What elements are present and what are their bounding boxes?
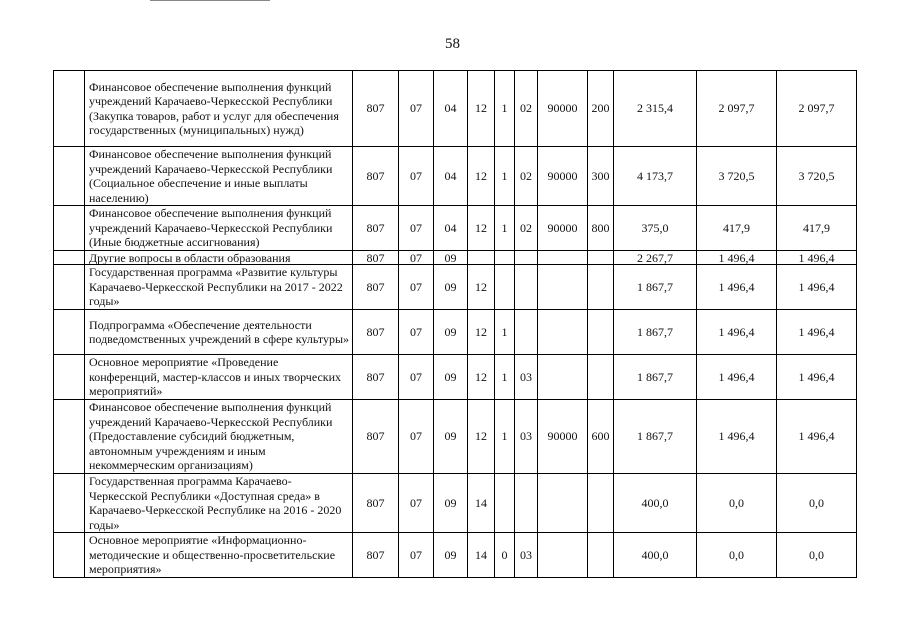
direction-code-cell: [538, 265, 588, 310]
subsection-code-cell: 09: [434, 533, 468, 578]
row-name-cell: Финансовое обеспечение выполнения функций учреждений Карачаево-Черкесской Республики (Закупка товаров, работ и услуг для обеспечения государственных (муниципальных) нужд): [85, 71, 353, 147]
subprogram-code-cell: 0: [495, 533, 515, 578]
expense-type-cell: [588, 251, 614, 265]
table-row: [54, 71, 857, 147]
amount-year2-cell: 1 496,4: [697, 355, 777, 400]
program-code-cell: 12: [468, 265, 495, 310]
measure-code-cell: 02: [515, 71, 538, 147]
direction-code-cell: [538, 533, 588, 578]
row-number-cell: [54, 71, 85, 147]
section-code-cell: 07: [399, 206, 434, 251]
row-name-cell: Финансовое обеспечение выполнения функций учреждений Карачаево-Черкесской Республики (Социальное обеспечение и иные выплаты населению): [85, 147, 353, 206]
measure-code-cell: [515, 474, 538, 533]
admin-code-cell: 807: [353, 71, 399, 147]
admin-code-cell: 807: [353, 355, 399, 400]
subprogram-code-cell: 1: [495, 206, 515, 251]
measure-code-cell: 02: [515, 206, 538, 251]
table-row: [54, 400, 857, 474]
admin-code-cell: 807: [353, 251, 399, 265]
row-number-cell: [54, 147, 85, 206]
section-code-cell: 07: [399, 400, 434, 474]
table-row: [54, 355, 857, 400]
section-code-cell: 07: [399, 71, 434, 147]
amount-year1-cell: 1 867,7: [614, 265, 697, 310]
row-name-cell: Другие вопросы в области образования: [85, 251, 353, 265]
section-code-cell: 07: [399, 251, 434, 265]
subsection-code-cell: 09: [434, 310, 468, 355]
amount-year3-cell: 1 496,4: [777, 310, 857, 355]
subprogram-code-cell: [495, 474, 515, 533]
program-code-cell: 12: [468, 310, 495, 355]
amount-year2-cell: 2 097,7: [697, 71, 777, 147]
direction-code-cell: [538, 474, 588, 533]
row-number-cell: [54, 206, 85, 251]
expense-type-cell: 800: [588, 206, 614, 251]
program-code-cell: 12: [468, 147, 495, 206]
amount-year3-cell: 1 496,4: [777, 355, 857, 400]
expense-type-cell: [588, 474, 614, 533]
row-name-cell: Государственная программа Карачаево-Черкесской Республики «Доступная среда» в Карачаево-Черкесской Республике на 2016 - 2020 годы»: [85, 474, 353, 533]
scan-edge-line: [150, 0, 270, 1]
subprogram-code-cell: 1: [495, 355, 515, 400]
program-code-cell: 14: [468, 474, 495, 533]
measure-code-cell: 02: [515, 147, 538, 206]
amount-year2-cell: 0,0: [697, 533, 777, 578]
page-number: 58: [445, 36, 460, 52]
table-row: [54, 251, 857, 265]
admin-code-cell: 807: [353, 533, 399, 578]
expense-type-cell: [588, 533, 614, 578]
row-name-cell: Подпрограмма «Обеспечение деятельности подведомственных учреждений в сфере культуры»: [85, 310, 353, 355]
subsection-code-cell: 09: [434, 265, 468, 310]
expense-type-cell: [588, 355, 614, 400]
row-number-cell: [54, 400, 85, 474]
measure-code-cell: [515, 251, 538, 265]
measure-code-cell: 03: [515, 533, 538, 578]
expense-type-cell: 300: [588, 147, 614, 206]
amount-year1-cell: 400,0: [614, 533, 697, 578]
amount-year3-cell: 2 097,7: [777, 71, 857, 147]
program-code-cell: 14: [468, 533, 495, 578]
table-row: [54, 265, 857, 310]
program-code-cell: 12: [468, 355, 495, 400]
measure-code-cell: [515, 265, 538, 310]
admin-code-cell: 807: [353, 147, 399, 206]
admin-code-cell: 807: [353, 310, 399, 355]
amount-year3-cell: 1 496,4: [777, 400, 857, 474]
row-name-cell: Основное мероприятие «Проведение конференций, мастер-классов и иных творческих мероприятий»: [85, 355, 353, 400]
amount-year3-cell: 3 720,5: [777, 147, 857, 206]
section-code-cell: 07: [399, 265, 434, 310]
subsection-code-cell: 09: [434, 400, 468, 474]
subprogram-code-cell: 1: [495, 71, 515, 147]
amount-year1-cell: 2 267,7: [614, 251, 697, 265]
subsection-code-cell: 09: [434, 355, 468, 400]
row-name-cell: Государственная программа «Развитие культуры Карачаево-Черкесской Республики на 2017 - 2022 годы»: [85, 265, 353, 310]
row-name-cell: Финансовое обеспечение выполнения функций учреждений Карачаево-Черкесской Республики (Иные бюджетные ассигнования): [85, 206, 353, 251]
expense-type-cell: 600: [588, 400, 614, 474]
section-code-cell: 07: [399, 147, 434, 206]
direction-code-cell: [538, 310, 588, 355]
measure-code-cell: [515, 310, 538, 355]
direction-code-cell: [538, 251, 588, 265]
measure-code-cell: 03: [515, 355, 538, 400]
admin-code-cell: 807: [353, 206, 399, 251]
subprogram-code-cell: 1: [495, 400, 515, 474]
amount-year2-cell: 0,0: [697, 474, 777, 533]
amount-year1-cell: 4 173,7: [614, 147, 697, 206]
table-row: [54, 147, 857, 206]
amount-year3-cell: 1 496,4: [777, 251, 857, 265]
amount-year2-cell: 1 496,4: [697, 251, 777, 265]
subprogram-code-cell: [495, 265, 515, 310]
subprogram-code-cell: [495, 251, 515, 265]
direction-code-cell: 90000: [538, 147, 588, 206]
direction-code-cell: 90000: [538, 71, 588, 147]
subsection-code-cell: 04: [434, 206, 468, 251]
table-body: [54, 71, 857, 578]
expense-type-cell: 200: [588, 71, 614, 147]
amount-year2-cell: 1 496,4: [697, 265, 777, 310]
section-code-cell: 07: [399, 533, 434, 578]
section-code-cell: 07: [399, 355, 434, 400]
row-number-cell: [54, 474, 85, 533]
row-number-cell: [54, 533, 85, 578]
amount-year2-cell: 1 496,4: [697, 310, 777, 355]
amount-year3-cell: 0,0: [777, 533, 857, 578]
amount-year1-cell: 375,0: [614, 206, 697, 251]
admin-code-cell: 807: [353, 400, 399, 474]
amount-year2-cell: 1 496,4: [697, 400, 777, 474]
subsection-code-cell: 09: [434, 251, 468, 265]
subsection-code-cell: 04: [434, 71, 468, 147]
budget-table: [53, 70, 857, 578]
amount-year1-cell: 1 867,7: [614, 400, 697, 474]
amount-year1-cell: 400,0: [614, 474, 697, 533]
amount-year3-cell: 1 496,4: [777, 265, 857, 310]
subprogram-code-cell: 1: [495, 147, 515, 206]
amount-year1-cell: 2 315,4: [614, 71, 697, 147]
direction-code-cell: 90000: [538, 400, 588, 474]
section-code-cell: 07: [399, 310, 434, 355]
measure-code-cell: 03: [515, 400, 538, 474]
subsection-code-cell: 09: [434, 474, 468, 533]
table-row: [54, 206, 857, 251]
row-name-cell: Основное мероприятие «Информационно-методические и общественно-просветительские мероприятия»: [85, 533, 353, 578]
program-code-cell: 12: [468, 206, 495, 251]
amount-year3-cell: 0,0: [777, 474, 857, 533]
amount-year2-cell: 3 720,5: [697, 147, 777, 206]
expense-type-cell: [588, 310, 614, 355]
amount-year1-cell: 1 867,7: [614, 310, 697, 355]
program-code-cell: 12: [468, 400, 495, 474]
expense-type-cell: [588, 265, 614, 310]
admin-code-cell: 807: [353, 265, 399, 310]
admin-code-cell: 807: [353, 474, 399, 533]
direction-code-cell: [538, 355, 588, 400]
row-number-cell: [54, 355, 85, 400]
row-number-cell: [54, 251, 85, 265]
amount-year2-cell: 417,9: [697, 206, 777, 251]
table-row: [54, 474, 857, 533]
table-row: [54, 310, 857, 355]
amount-year3-cell: 417,9: [777, 206, 857, 251]
subsection-code-cell: 04: [434, 147, 468, 206]
program-code-cell: 12: [468, 71, 495, 147]
table-row: [54, 533, 857, 578]
amount-year1-cell: 1 867,7: [614, 355, 697, 400]
row-number-cell: [54, 310, 85, 355]
section-code-cell: 07: [399, 474, 434, 533]
subprogram-code-cell: 1: [495, 310, 515, 355]
row-number-cell: [54, 265, 85, 310]
direction-code-cell: 90000: [538, 206, 588, 251]
row-name-cell: Финансовое обеспечение выполнения функций учреждений Карачаево-Черкесской Республики (Предоставление субсидий бюджетным, автономным учреждениям и иным некоммерческим организациям): [85, 400, 353, 474]
program-code-cell: [468, 251, 495, 265]
